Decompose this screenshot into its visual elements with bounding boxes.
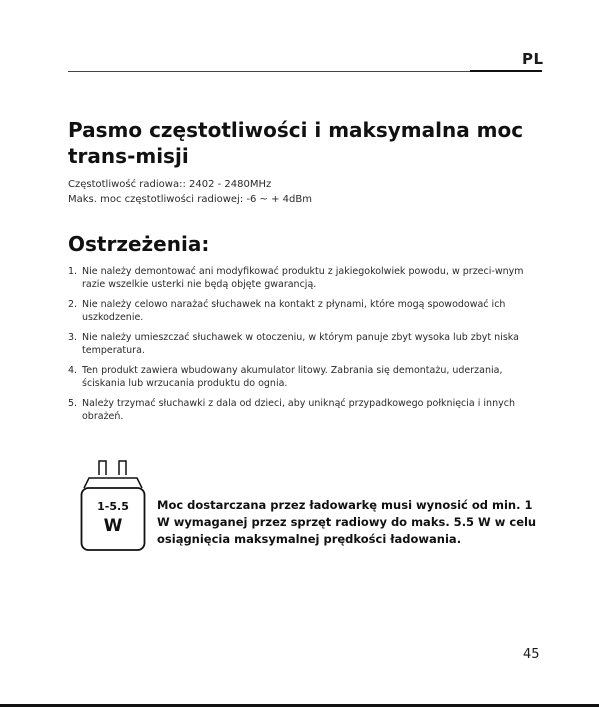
charging-note: Moc dostarczana przez ładowarkę musi wynosić od min. 1 W wymaganej przez sprzęt radiowy do maks. 5.5 W w celu osiągnięcia maksymalnej prędkości ładowania. (157, 498, 537, 546)
warning-text: Należy trzymać słuchawki z dala od dzieci, aby uniknąć przypadkowego połknięcia i innych obrażeń. (82, 398, 515, 422)
frequency-specs (68, 177, 312, 207)
warning-item (68, 298, 546, 324)
warning-item (68, 265, 546, 291)
page-number: 45 (523, 647, 540, 662)
charger-power-range: 1-5.5 (97, 500, 129, 513)
warning-number: 3. (68, 332, 78, 343)
warning-number: 2. (68, 299, 78, 310)
charger-icon (80, 458, 146, 552)
language-code: PL (522, 50, 544, 68)
warning-text: Ten produkt zawiera wbudowany akumulator litowy. Zabrania się demontażu, uderzania, ściskania lub wrzucania produktu do ognia. (82, 365, 503, 389)
warnings-section-title: Ostrzeżenia: (68, 232, 210, 256)
frequency-section-title: Pasmo częstotliwości i maksymalna moc trans-misji (68, 118, 524, 168)
warnings-list (68, 265, 546, 430)
radio-frequency-text: Częstotliwość radiowa:: 2402 - 2480MHz (68, 179, 272, 190)
charger-power-unit: W (103, 516, 123, 536)
warning-number: 5. (68, 398, 78, 409)
warning-number: 1. (68, 266, 78, 277)
warning-number: 4. (68, 365, 78, 376)
warning-item (68, 331, 546, 357)
header-rule-accent (470, 70, 542, 72)
warning-text: Nie należy umieszczać słuchawek w otoczeniu, w którym panuje zbyt wysoka lub zbyt niska temperatura. (82, 332, 519, 356)
warning-item (68, 364, 546, 390)
warning-text: Nie należy demontować ani modyfikować produktu z jakiegokolwiek powodu, w przeci-wnym razie wszelkie usterki nie będą objęte gwarancją. (82, 266, 524, 290)
max-power-text: Maks. moc częstotliwości radiowej: -6 ~ + 4dBm (68, 194, 312, 205)
warning-item (68, 397, 546, 423)
warning-text: Nie należy celowo narażać słuchawek na kontakt z płynami, które mogą spowodować ich uszkodzenie. (82, 299, 506, 323)
